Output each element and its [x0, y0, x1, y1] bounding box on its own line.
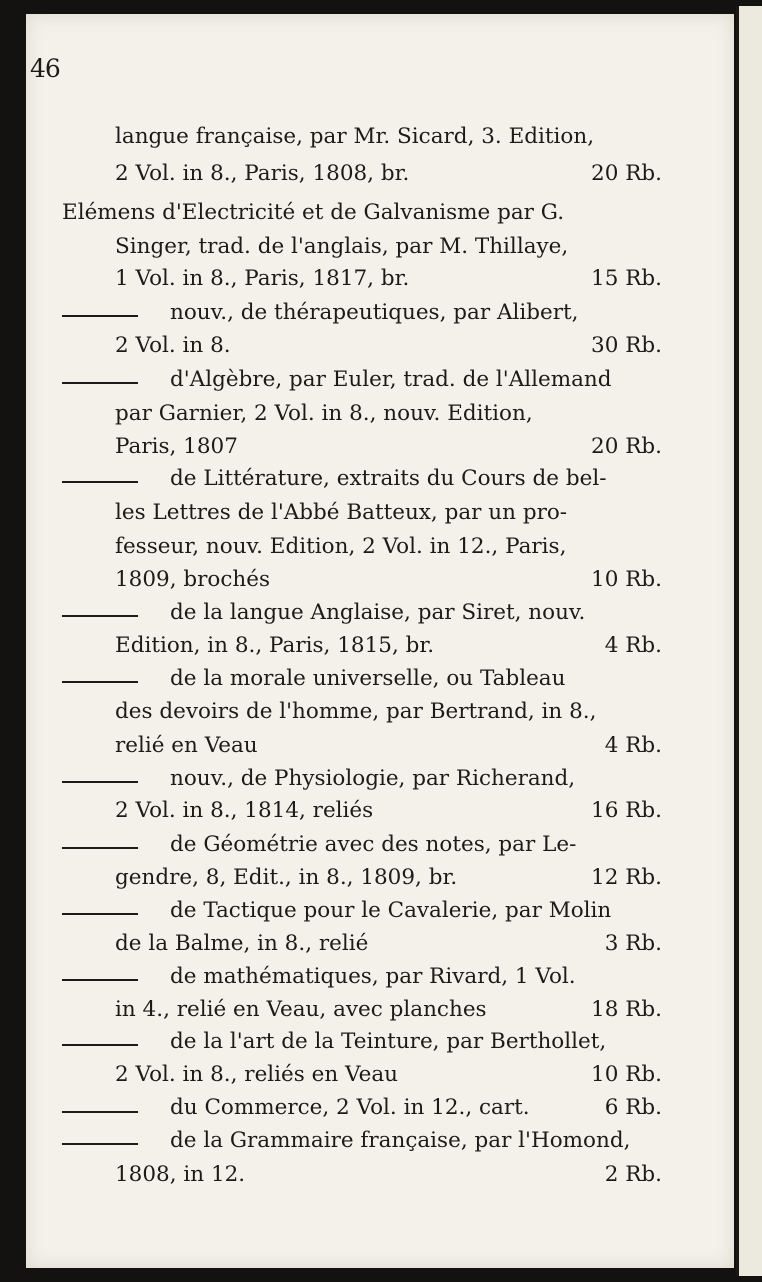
catalog-line: gendre, 8, Edit., in 8., 1809, br.	[115, 865, 458, 890]
ditto-dash	[62, 681, 138, 683]
price: 30 Rb.	[591, 333, 662, 358]
catalog-line: 2 Vol. in 8.	[115, 333, 231, 358]
ditto-dash	[62, 382, 138, 384]
catalog-line: in 4., relié en Veau, avec planches	[115, 997, 487, 1022]
price: 4 Rb.	[604, 733, 662, 758]
ditto-dash	[62, 979, 138, 981]
catalog-line: Edition, in 8., Paris, 1815, br.	[115, 633, 435, 658]
catalog-line: 2 Vol. in 8., reliés en Veau	[115, 1062, 398, 1087]
ditto-dash	[62, 481, 138, 483]
page-number: 46	[30, 54, 60, 83]
catalog-line: de la langue Anglaise, par Siret, nouv.	[170, 600, 586, 625]
catalog-line: relié en Veau	[115, 733, 258, 758]
catalog-line: Elémens d'Electricité et de Galvanisme par G.	[62, 200, 565, 225]
catalog-line: 2 Vol. in 8., Paris, 1808, br.	[115, 161, 410, 186]
catalog-line: Paris, 1807	[115, 434, 238, 459]
catalog-line: des devoirs de l'homme, par Bertrand, in 8.,	[115, 699, 597, 724]
catalog-line: 1 Vol. in 8., Paris, 1817, br.	[115, 266, 410, 291]
ditto-dash	[62, 847, 138, 849]
price: 12 Rb.	[591, 865, 662, 890]
catalog-line: 1809, brochés	[115, 567, 271, 592]
catalog-line: nouv., de thérapeutiques, par Alibert,	[170, 300, 579, 325]
catalog-line: de Tactique pour le Cavalerie, par Molin	[170, 898, 612, 923]
ditto-dash	[62, 781, 138, 783]
catalog-line: 2 Vol. in 8., 1814, reliés	[115, 798, 374, 823]
catalog-line: d'Algèbre, par Euler, trad. de l'Allemand	[170, 367, 612, 392]
catalog-line: par Garnier, 2 Vol. in 8., nouv. Edition,	[115, 401, 533, 426]
catalog-line: de la morale universelle, ou Tableau	[170, 666, 566, 691]
catalog-line: nouv., de Physiologie, par Richerand,	[170, 766, 576, 791]
ditto-dash	[62, 615, 138, 617]
catalog-line: Singer, trad. de l'anglais, par M. Thillaye,	[115, 234, 569, 259]
price: 10 Rb.	[591, 1062, 662, 1087]
catalog-line: langue française, par Mr. Sicard, 3. Edition,	[115, 124, 595, 149]
catalog-line: de la l'art de la Teinture, par Berthollet,	[170, 1029, 607, 1054]
price: 20 Rb.	[591, 161, 662, 186]
price: 18 Rb.	[591, 997, 662, 1022]
price: 20 Rb.	[591, 434, 662, 459]
price: 4 Rb.	[604, 633, 662, 658]
catalog-line: du Commerce, 2 Vol. in 12., cart.	[170, 1095, 530, 1120]
ditto-dash	[62, 1111, 138, 1113]
price: 15 Rb.	[591, 266, 662, 291]
price: 2 Rb.	[604, 1162, 662, 1187]
ditto-dash	[62, 1143, 138, 1145]
catalog-line: de mathématiques, par Rivard, 1 Vol.	[170, 964, 576, 989]
catalog-line: fesseur, nouv. Edition, 2 Vol. in 12., Paris,	[115, 534, 567, 559]
catalog-line: les Lettres de l'Abbé Batteux, par un pro-	[115, 500, 568, 525]
catalog-line: de la Balme, in 8., relié	[115, 931, 369, 956]
price: 16 Rb.	[591, 798, 662, 823]
catalog-line: de la Grammaire française, par l'Homond,	[170, 1128, 631, 1153]
ditto-dash	[62, 1044, 138, 1046]
catalog-line: de Géométrie avec des notes, par Le-	[170, 832, 577, 857]
ditto-dash	[62, 315, 138, 317]
catalog-line: 1808, in 12.	[115, 1162, 246, 1187]
price: 3 Rb.	[604, 931, 662, 956]
ditto-dash	[62, 913, 138, 915]
facing-page-edge	[736, 6, 762, 1276]
price: 10 Rb.	[591, 567, 662, 592]
catalog-line: de Littérature, extraits du Cours de bel-	[170, 466, 607, 491]
price: 6 Rb.	[604, 1095, 662, 1120]
